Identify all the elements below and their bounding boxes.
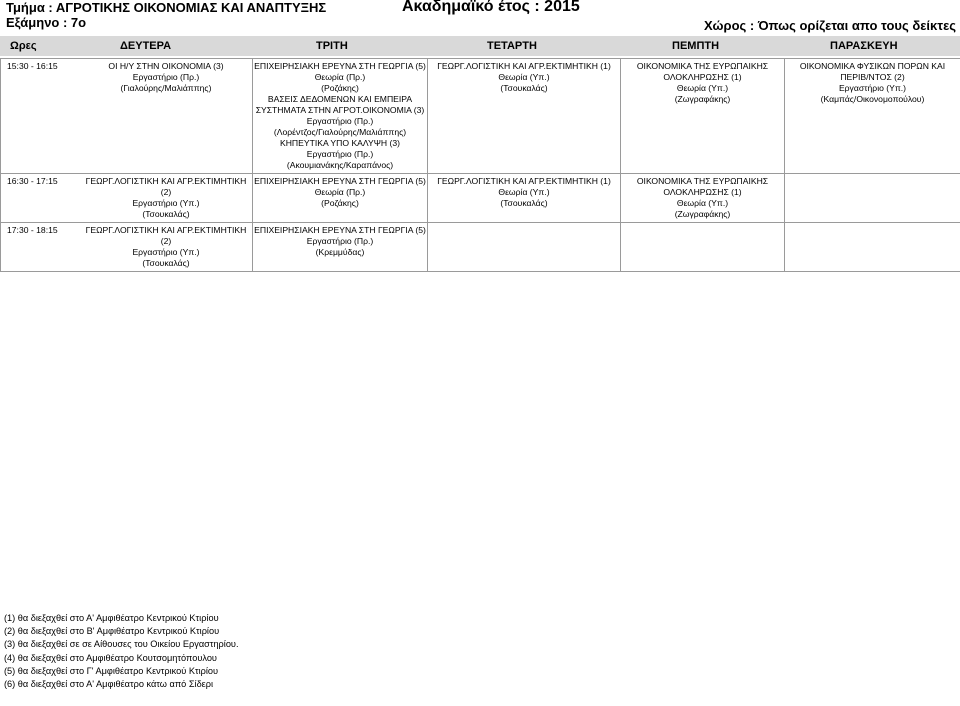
course-line: (Ζωγραφάκης) [674, 209, 731, 219]
course-line: (Γιαλούρης/Μαλιάππης) [120, 83, 212, 93]
course-line: Θεωρία (Πρ.) [314, 72, 366, 82]
course-line: ΓΕΩΡΓ.ΛΟΓΙΣΤΙΚΗ ΚΑΙ ΑΓΡ.ΕΚΤΙΜΗΤΙΚΗ (1) [437, 61, 611, 71]
course-entry-tue [253, 174, 428, 223]
course-line: Θεωρία (Υπ.) [676, 198, 729, 208]
course-entry-fri [785, 223, 960, 272]
course-line: Εργαστήριο (Υπ.) [132, 247, 200, 257]
course-line: Εργαστήριο (Υπ.) [132, 198, 200, 208]
course-line: (Τσουκαλάς) [500, 198, 548, 208]
time-monday-cell [1, 59, 253, 174]
course-entry-monday [81, 61, 251, 94]
course-line: ΕΠΙΧΕΙΡΗΣΙΑΚΗ ΕΡΕΥΝΑ ΣΤΗ ΓΕΩΡΓΙΑ (5) [254, 176, 426, 186]
course-line: (Τσουκαλάς) [142, 209, 190, 219]
semester-label: Εξάμηνο : 7ο [6, 15, 87, 30]
schedule-row [1, 223, 960, 272]
course-entry-wed [428, 174, 621, 223]
course-line: Εργαστήριο (Πρ.) [306, 149, 374, 159]
schedule-table [0, 58, 960, 272]
department-title: Τμήμα : ΑΓΡΟΤΙΚΗΣ ΟΙΚΟΝΟΜΙΑΣ ΚΑΙ ΑΝΑΠΤΥΞΗΣ [6, 0, 327, 15]
course-line: ΟΙΚΟΝΟΜΙΚΑ ΤΗΣ ΕΥΡΩΠΑΙΚΗΣ [636, 61, 769, 71]
course-line: (Ζωγραφάκης) [674, 94, 731, 104]
course-line: ΕΠΙΧΕΙΡΗΣΙΑΚΗ ΕΡΕΥΝΑ ΣΤΗ ΓΕΩΡΓΙΑ (5) [254, 225, 426, 235]
course-line: ΟΙ Η/Υ ΣΤΗΝ ΟΙΚΟΝΟΜΙΑ (3) [108, 61, 224, 71]
course-line: Εργαστήριο (Πρ.) [132, 72, 200, 82]
course-line: (Τσουκαλάς) [500, 83, 548, 93]
course-entry-fri [785, 59, 960, 174]
course-line: ΟΛΟΚΛΗΡΩΣΗΣ (1) [663, 72, 742, 82]
course-line: (Ροζάκης) [321, 198, 359, 208]
hours-header: Ωρες [10, 40, 37, 52]
schedule-row [1, 59, 960, 174]
course-line: (Λορέντζος/Γιαλούρης/Μαλιάππης) [273, 127, 407, 137]
course-line: ΕΠΙΧΕΙΡΗΣΙΑΚΗ ΕΡΕΥΝΑ ΣΤΗ ΓΕΩΡΓΙΑ (5) [254, 61, 426, 71]
course-line: ΟΙΚΟΝΟΜΙΚΑ ΤΗΣ ΕΥΡΩΠΑΙΚΗΣ [636, 176, 769, 186]
course-line: Θεωρία (Υπ.) [676, 83, 729, 93]
academic-year-title: Ακαδημαϊκό έτος : 2015 [402, 0, 580, 15]
course-line: ΓΕΩΡΓ.ΛΟΓΙΣΤΙΚΗ ΚΑΙ ΑΓΡ.ΕΚΤΙΜΗΤΙΚΗ (2) [85, 225, 247, 246]
course-line: ΓΕΩΡΓ.ΛΟΓΙΣΤΙΚΗ ΚΑΙ ΑΓΡ.ΕΚΤΙΜΗΤΙΚΗ (2) [85, 176, 247, 197]
time-monday-cell [1, 174, 253, 223]
course-line: ΟΛΟΚΛΗΡΩΣΗΣ (1) [663, 187, 742, 197]
time-slot: 17:30 - 18:15 [7, 225, 58, 235]
course-line: Θεωρία (Υπ.) [498, 72, 550, 82]
course-line: ΒΑΣΕΙΣ ΔΕΔΟΜΕΝΩΝ ΚΑΙ ΕΜΠΕΙΡΑ [267, 94, 413, 104]
time-slot: 16:30 - 17:15 [7, 176, 58, 186]
footnote-item: (6) θα διεξαχθεί στο Α' Αμφιθέατρο κάτω από Σίδερι [4, 679, 214, 690]
footnote-item: (1) θα διεξαχθεί στο Α' Αμφιθέατρο Κεντρικού Κτιρίου [4, 613, 219, 623]
course-entry-thu [621, 59, 785, 174]
course-line: (Ροζάκης) [321, 83, 359, 93]
course-line: Θεωρία (Πρ.) [314, 187, 366, 197]
day-header-friday: ΠΑΡΑΣΚΕΥΗ [830, 40, 898, 52]
course-line: ΣΥΣΤΗΜΑΤΑ ΣΤΗΝ ΑΓΡΟΤ.ΟΙΚΟΝΟΜΙΑ (3) [255, 105, 425, 115]
time-slot: 15:30 - 16:15 [7, 61, 58, 71]
footnote-item: (4) θα διεξαχθεί στο Αμφιθέατρο Κουτσομητόπουλου [4, 652, 217, 663]
course-entry-fri [785, 174, 960, 223]
course-line: Εργαστήριο (Πρ.) [306, 236, 374, 246]
course-entry-wed [428, 223, 621, 272]
course-line: Εργαστήριο (Πρ.) [306, 116, 374, 126]
room-label: Χώρος : Όπως ορίζεται απο τους δείκτες [704, 18, 956, 33]
course-entry-monday [81, 176, 251, 220]
course-entry-thu [621, 223, 785, 272]
footnote-item: (2) θα διεξαχθεί στο Β' Αμφιθέατρο Κεντρικού Κτιρίου [4, 626, 220, 637]
course-line: Εργαστήριο (Υπ.) [838, 83, 907, 93]
course-line: (Ακουμιανάκης/Καραπάνος) [286, 160, 394, 170]
course-entry-monday [81, 225, 251, 269]
course-line: ΓΕΩΡΓ.ΛΟΓΙΣΤΙΚΗ ΚΑΙ ΑΓΡ.ΕΚΤΙΜΗΤΙΚΗ (1) [437, 176, 611, 186]
course-line: ΟΙΚΟΝΟΜΙΚΑ ΦΥΣΙΚΩΝ ΠΟΡΩΝ ΚΑΙ [799, 61, 946, 71]
course-line: (Κρεμμύδας) [315, 247, 365, 257]
day-header-wednesday: ΤΕΤΑΡΤΗ [487, 40, 537, 52]
footnote-item: (3) θα διεξαχθεί σε σε Αίθουσες του Οικείου Εργαστηρίου. [4, 639, 239, 650]
day-header-tuesday: ΤΡΙΤΗ [316, 40, 348, 52]
footnote-item: (5) θα διεξαχθεί στο Γ' Αμφιθέατρο Κεντρικού Κτιρίου [4, 665, 219, 676]
schedule-row [1, 174, 960, 223]
course-entry-tue [253, 223, 428, 272]
day-header-bar [0, 36, 960, 56]
course-entry-tue [253, 59, 428, 174]
course-line: ΚΗΠΕΥΤΙΚΑ ΥΠΟ ΚΑΛΥΨΗ (3) [279, 138, 401, 148]
course-line: ΠΕΡΙΒ/ΝΤΟΣ (2) [840, 72, 905, 82]
footnotes [4, 612, 239, 691]
course-entry-wed [428, 59, 621, 174]
course-line: (Τσουκαλάς) [142, 258, 190, 268]
course-line: Θεωρία (Υπ.) [498, 187, 550, 197]
course-entry-thu [621, 174, 785, 223]
course-line: (Καμπάς/Οικονομοπούλου) [820, 94, 925, 104]
time-monday-cell [1, 223, 253, 272]
day-header-thursday: ΠΕΜΠΤΗ [672, 40, 720, 52]
day-header-monday: ΔΕΥΤΕΡΑ [120, 40, 172, 52]
